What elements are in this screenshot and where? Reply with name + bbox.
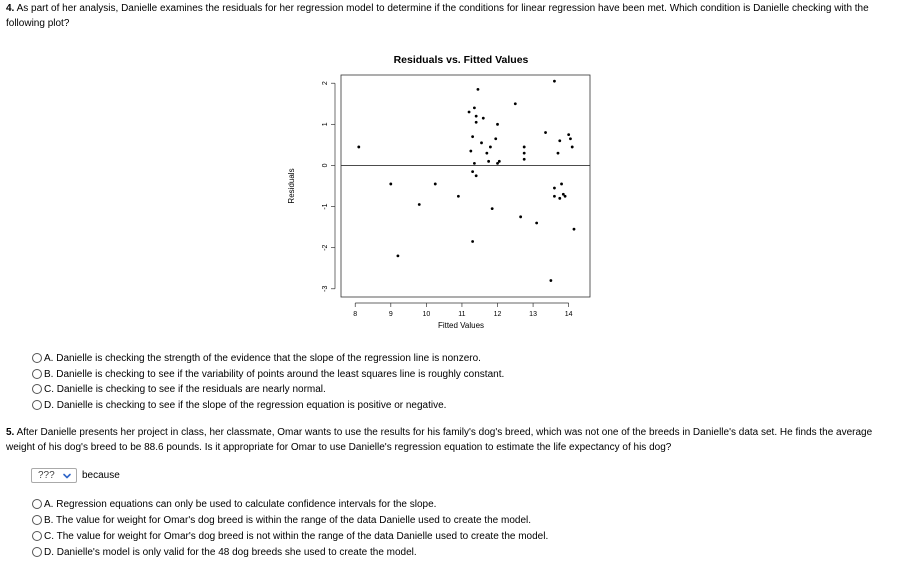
residual-point bbox=[553, 195, 556, 198]
residual-point bbox=[558, 139, 561, 142]
q4-option-d[interactable] bbox=[32, 398, 446, 412]
radio-button[interactable] bbox=[32, 400, 42, 410]
y-axis-label: Residuals bbox=[287, 168, 296, 204]
residual-point bbox=[553, 80, 556, 83]
x-axis bbox=[353, 303, 572, 318]
q4-option-b[interactable] bbox=[32, 367, 504, 381]
dropdown-value: ??? bbox=[38, 470, 55, 481]
x-tick-label: 9 bbox=[388, 311, 393, 318]
residual-point bbox=[477, 88, 480, 91]
y-tick-label: -2 bbox=[322, 244, 329, 251]
residual-point bbox=[544, 131, 547, 134]
q5-option-c[interactable] bbox=[32, 529, 548, 543]
residual-point bbox=[485, 152, 488, 155]
radio-button[interactable] bbox=[32, 353, 42, 363]
residual-point bbox=[489, 146, 492, 149]
q5-option-a-label: A. Regression equations can only be used to calculate confidence intervals for the slope. bbox=[44, 498, 437, 510]
residual-point bbox=[468, 111, 471, 114]
residual-point bbox=[496, 123, 499, 126]
residual-point bbox=[567, 133, 570, 136]
residual-point bbox=[553, 187, 556, 190]
residual-point bbox=[473, 162, 476, 165]
residual-point bbox=[457, 195, 460, 198]
q5-option-b-label: B. The value for weight for Omar's dog breed is within the range of the data Danielle used to create the model. bbox=[44, 514, 532, 526]
residual-point bbox=[491, 207, 494, 210]
because-label: because bbox=[82, 470, 120, 481]
residual-point bbox=[473, 106, 476, 109]
question-4-text: As part of her analysis, Danielle examines the residuals for her regression model to determine if the conditions for linear regression have been met. Which condition is Danielle checking with the following plot? bbox=[6, 3, 869, 29]
residual-point bbox=[475, 121, 478, 124]
residual-point bbox=[560, 183, 563, 186]
y-tick-label: -3 bbox=[322, 285, 329, 292]
residual-point bbox=[475, 174, 478, 177]
x-tick-label: 12 bbox=[493, 311, 502, 318]
radio-button[interactable] bbox=[32, 531, 42, 541]
answer-dropdown[interactable] bbox=[31, 468, 77, 483]
residual-point bbox=[475, 115, 478, 118]
residual-point bbox=[535, 222, 538, 225]
question-4-number: 4. bbox=[6, 3, 15, 14]
radio-button[interactable] bbox=[32, 499, 42, 509]
chevron-down-icon bbox=[62, 471, 72, 481]
residual-point bbox=[494, 137, 497, 140]
q4-option-c-label: C. Danielle is checking to see if the residuals are nearly normal. bbox=[44, 383, 326, 395]
residual-point bbox=[357, 146, 360, 149]
residual-point bbox=[569, 137, 572, 140]
plot-frame bbox=[341, 75, 590, 297]
y-tick-label: -1 bbox=[322, 203, 329, 210]
residual-point bbox=[549, 279, 552, 282]
residual-point bbox=[389, 183, 392, 186]
residual-point bbox=[523, 152, 526, 155]
x-tick-label: 13 bbox=[529, 311, 537, 318]
q5-option-d[interactable] bbox=[32, 545, 417, 559]
answer-dropdown-row bbox=[31, 468, 120, 483]
residual-point bbox=[557, 152, 560, 155]
residual-point bbox=[471, 170, 474, 173]
residual-point bbox=[523, 158, 526, 161]
chart-title: Residuals vs. Fitted Values bbox=[393, 54, 529, 66]
q4-option-b-label: B. Danielle is checking to see if the variability of points around the least squares line is roughly constant. bbox=[44, 368, 505, 380]
q4-option-c[interactable] bbox=[32, 382, 326, 396]
residual-point bbox=[519, 215, 522, 218]
q4-option-a-label: A. Danielle is checking the strength of the evidence that the slope of the regression line is nonzero. bbox=[44, 352, 481, 364]
residual-point bbox=[469, 150, 472, 153]
question-5-number: 5. bbox=[6, 427, 15, 438]
residual-point bbox=[471, 135, 474, 138]
residual-point bbox=[514, 102, 517, 105]
q4-option-a[interactable] bbox=[32, 351, 481, 365]
residual-point bbox=[564, 195, 567, 198]
x-tick-label: 11 bbox=[458, 311, 466, 318]
residual-point bbox=[523, 146, 526, 149]
residual-point bbox=[496, 162, 499, 165]
x-tick-label: 10 bbox=[422, 311, 431, 318]
x-tick-label: 8 bbox=[353, 311, 358, 318]
y-tick-label: 0 bbox=[322, 163, 329, 168]
x-tick-label: 14 bbox=[564, 311, 573, 318]
radio-button[interactable] bbox=[32, 547, 42, 557]
residual-point bbox=[482, 117, 485, 120]
question-5-text: After Danielle presents her project in class, her classmate, Omar wants to use the results for his family's dog's breed, which was not one of the breeds in Danielle's data set. He finds the average weight of his dog's breed to be 88.6 pounds. Is it appropriate for Omar to use Danielle's regression equation to estimate the life expectancy of his dog? bbox=[6, 427, 873, 453]
q5-option-c-label: C. The value for weight for Omar's dog breed is not within the range of the data Danielle used to create the model. bbox=[44, 530, 549, 542]
residual-point bbox=[558, 197, 561, 200]
q4-option-d-label: D. Danielle is checking to see if the slope of the regression equation is positive or negative. bbox=[44, 399, 447, 411]
question-5-prompt bbox=[6, 425, 901, 455]
residual-point bbox=[487, 160, 490, 163]
radio-button[interactable] bbox=[32, 369, 42, 379]
residual-point bbox=[434, 183, 437, 186]
data-points bbox=[357, 80, 575, 282]
question-4-prompt bbox=[6, 1, 901, 31]
q5-option-b[interactable] bbox=[32, 513, 531, 527]
x-axis-label: Fitted Values bbox=[437, 321, 485, 330]
y-tick-label: 2 bbox=[322, 81, 329, 86]
residual-plot bbox=[270, 48, 600, 340]
q5-option-d-label: D. Danielle's model is only valid for the 48 dog breeds she used to create the model. bbox=[44, 546, 417, 558]
radio-button[interactable] bbox=[32, 384, 42, 394]
residual-point bbox=[571, 146, 574, 149]
q5-option-a[interactable] bbox=[32, 497, 436, 511]
y-axis bbox=[322, 81, 335, 292]
residual-point bbox=[480, 141, 483, 144]
residual-point bbox=[418, 203, 421, 206]
residual-point bbox=[573, 228, 576, 231]
residual-point bbox=[471, 240, 474, 243]
radio-button[interactable] bbox=[32, 515, 42, 525]
y-tick-label: 1 bbox=[322, 122, 329, 127]
residual-point bbox=[397, 254, 400, 257]
